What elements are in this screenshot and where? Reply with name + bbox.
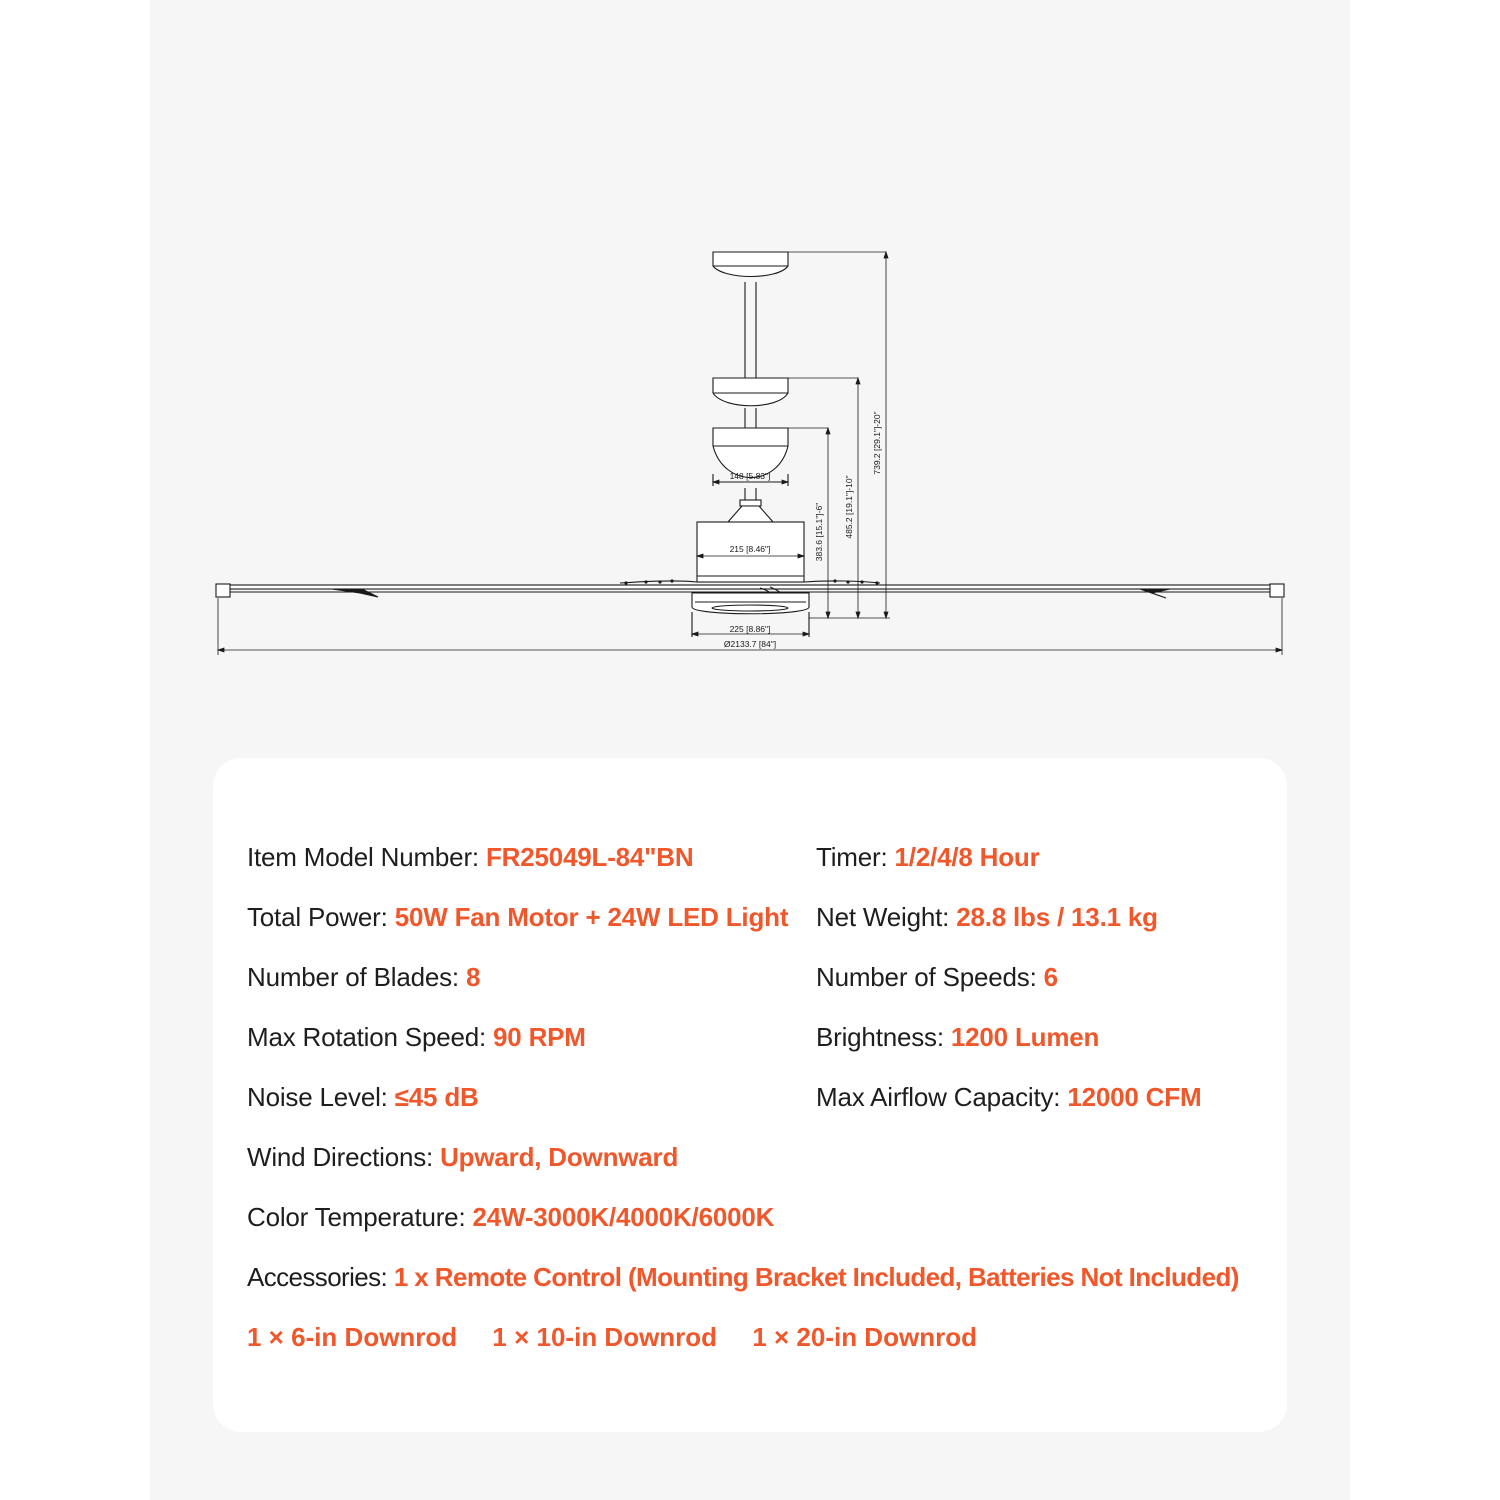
spec-total-power: Total Power: 50W Fan Motor + 24W LED Light (247, 902, 789, 932)
specs-card (213, 758, 1287, 1432)
downrod-20in: 1 × 20-in Downrod (752, 1322, 977, 1352)
upper-housing (713, 378, 788, 428)
dim-motor-width: 215 [8.46"] (729, 544, 771, 554)
spec-number-of-blades: Number of Blades: 8 (247, 962, 481, 992)
spec-accessories: Accessories: 1 x Remote Control (Mounting Bracket Included, Batteries Not Included) (247, 1262, 1239, 1292)
accessories-downrods (247, 1321, 1005, 1353)
spec-max-airflow: Max Airflow Capacity: 12000 CFM (816, 1082, 1202, 1112)
spec-max-rotation-speed: Max Rotation Speed: 90 RPM (247, 1022, 586, 1052)
dim-light-width: 225 [8.86"] (729, 624, 771, 634)
spec-noise-level: Noise Level: ≤45 dB (247, 1082, 479, 1112)
spec-model-number: Item Model Number: FR25049L-84"BN (247, 842, 694, 872)
dim-fan-diameter: Ø2133.7 [84"] (723, 639, 777, 649)
ceiling-canopy (713, 252, 788, 277)
downrod-6in: 1 × 6-in Downrod (247, 1322, 458, 1352)
fan-dimension-diagram (0, 0, 1500, 720)
motor-neck (728, 488, 773, 522)
spec-wind-directions: Wind Directions: Upward, Downward (247, 1142, 679, 1172)
dim-height-short: 383.6 [15.1"]-6" (814, 502, 824, 562)
downrod (745, 282, 756, 378)
spec-brightness: Brightness: 1200 Lumen (816, 1022, 1100, 1052)
spec-timer: Timer: 1/2/4/8 Hour (816, 842, 1040, 872)
dim-canopy-width: 148 [5.83"] (729, 471, 771, 481)
dim-height-mid: 485.2 [19.1"]-10" (844, 475, 854, 539)
spec-color-temperature: Color Temperature: 24W-3000K/4000K/6000K (247, 1202, 775, 1232)
downrod-10in: 1 × 10-in Downrod (492, 1322, 718, 1352)
spec-number-of-speeds: Number of Speeds: 6 (816, 962, 1058, 992)
dim-height-long: 739.2 [29.1"]-20" (872, 411, 882, 475)
spec-net-weight: Net Weight: 28.8 lbs / 13.1 kg (816, 902, 1158, 932)
